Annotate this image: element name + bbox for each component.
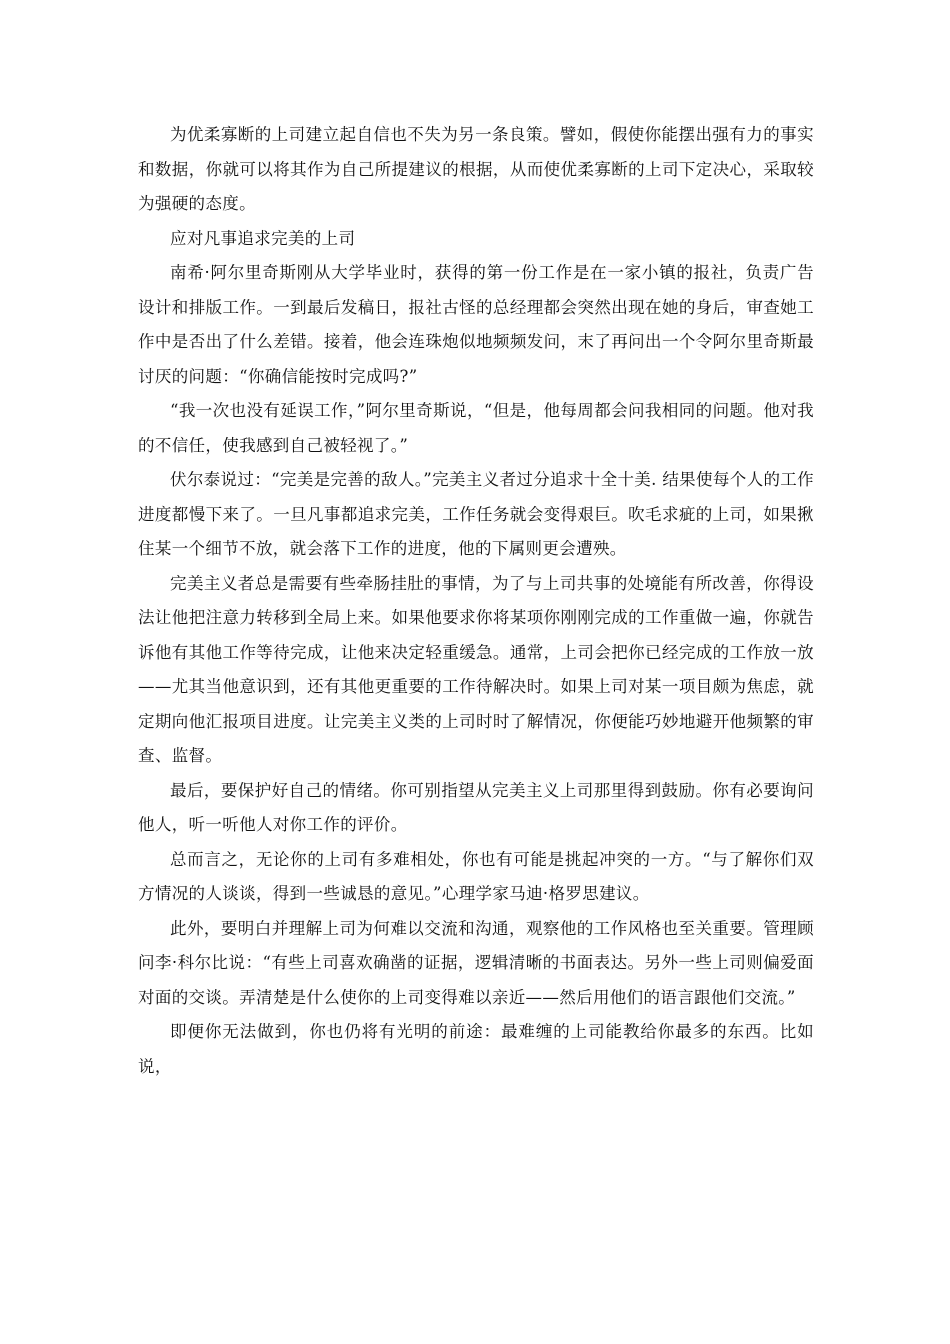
paragraph-nancy-quote: “我一次也没有延误工作，”阿尔里奇斯说，“但是，他每周都会问我相同的问题。他对我的不信任，使我感到自己被轻视了。” [138, 401, 814, 455]
section-heading-perfectionist-boss: 应对凡事追求完美的上司 [170, 228, 356, 248]
paragraph-bright-future: 即便你无法做到，你也仍将有光明的前途：最难缠的上司能教给你最多的东西。比如说， [138, 1022, 814, 1076]
paragraph-protect-emotions: 最后，要保护好自己的情绪。你可别指望从完美主义上司那里得到鼓励。你有必要询问他人，听一听他人对你工作的评价。 [138, 780, 814, 834]
paragraph-nancy-story: 南希·阿尔里奇斯刚从大学毕业时，获得的第一份工作是在一家小镇的报社，负责广告设计和排版工作。一到最后发稿日，报社古怪的总经理都会突然出现在她的身后，审查她工作中是否出了什么差错。接着，他会连珠炮似地频频发问，末了再问出一个令阿尔里奇斯最讨厌的问题：“你确信能按时完成吗?” [138, 263, 814, 386]
article-body [138, 118, 814, 1084]
paragraph-voltaire-quote: 伏尔泰说过：“完美是完善的敌人。”完美主义者过分追求十全十美. 结果使每个人的工作进度都慢下来了。一旦凡事都追求完美，工作任务就会变得艰巨。吹毛求疵的上司，如果揪住某一个细节不放，就会落下工作的进度，他的下属则更会遭殃。 [138, 470, 814, 558]
paragraph-indecisive-boss-confidence: 为优柔寡断的上司建立起自信也不失为另一条良策。譬如，假使你能摆出强有力的事实和数据，你就可以将其作为自己所提建议的根据，从而使优柔寡断的上司下定决心，采取较为强硬的态度。 [138, 125, 814, 213]
paragraph-communication-style: 此外，要明白并理解上司为何难以交流和沟通，观察他的工作风格也至关重要。管理顾问李·科尔比说：“有些上司喜欢确凿的证据，逻辑清晰的书面表达。另外一些上司则偏爱面对面的交谈。弄清楚是什么使你的上司变得难以亲近——然后用他们的语言跟他们交流。” [138, 918, 814, 1007]
paragraph-perfectionist-strategy: 完美主义者总是需要有些牵肠挂肚的事情，为了与上司共事的处境能有所改善，你得设法让他把注意力转移到全局上来。如果他要求你将某项你刚刚完成的工作重做一遍，你就告诉他有其他工作等待完成，让他来决定轻重缓急。通常，上司会把你已经完成的工作放一放——尤其当他意识到，还有其他更重要的工作待解决时。如果上司对某一项目颇为焦虑，就定期向他汇报项目进度。让完美主义类的上司时时了解情况，你便能巧妙地避开他频繁的审查、监督。 [138, 573, 814, 765]
paragraph-summary: 总而言之，无论你的上司有多难相处，你也有可能是挑起冲突的一方。“与了解你们双方情况的人谈谈，得到一些诚恳的意见。”心理学家马迪·格罗思建议。 [138, 849, 814, 903]
